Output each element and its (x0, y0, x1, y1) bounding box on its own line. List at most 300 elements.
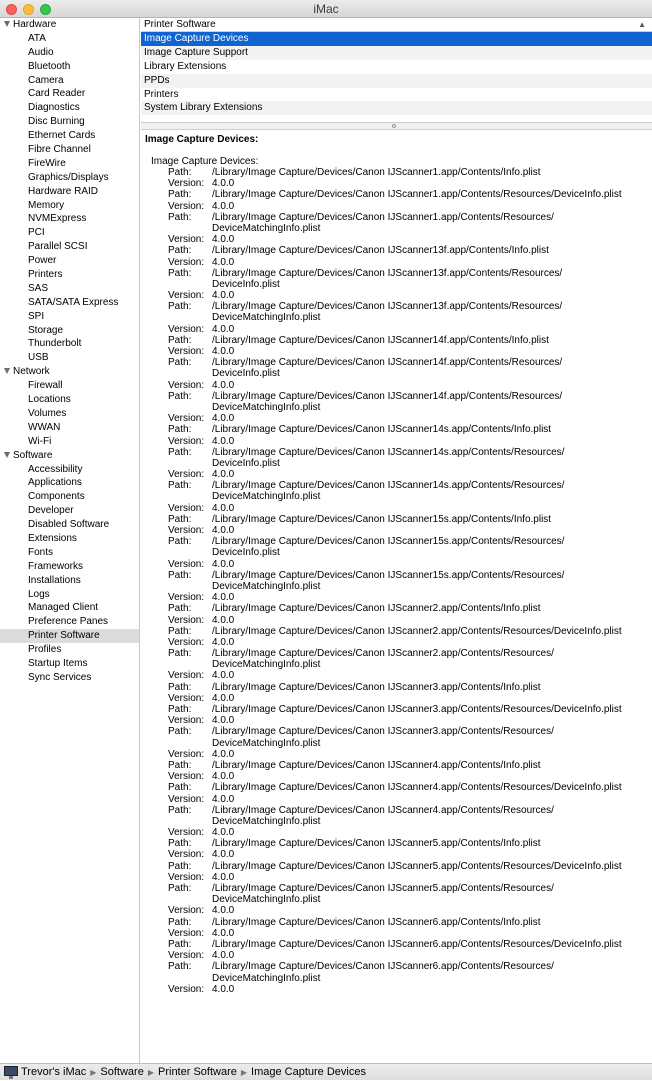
version-line (141, 928, 652, 939)
sidebar-item[interactable] (0, 546, 139, 560)
sidebar-item[interactable] (0, 185, 139, 199)
version-line (141, 525, 652, 536)
sidebar-item[interactable] (0, 129, 139, 143)
sidebar-item[interactable] (0, 601, 139, 615)
sidebar-item-label: Parallel SCSI (28, 241, 88, 253)
version-line (141, 436, 652, 447)
version-label: Version: (168, 379, 205, 391)
path-continuation-line (141, 491, 652, 502)
path-line (141, 883, 652, 894)
list-row[interactable] (141, 60, 652, 74)
path-value: DeviceMatchingInfo.plist (212, 659, 321, 671)
sidebar-item[interactable] (0, 476, 139, 490)
sidebar-item[interactable] (0, 199, 139, 213)
sidebar-group-label: Network (13, 366, 50, 378)
sidebar-item[interactable] (0, 254, 139, 268)
path-label: Path: (168, 513, 192, 525)
version-value: 4.0.0 (212, 670, 235, 682)
list-row[interactable] (141, 74, 652, 88)
list-row[interactable] (141, 101, 652, 115)
version-label: Version: (168, 469, 205, 481)
path-line (141, 861, 652, 872)
path-value: /Library/Image Capture/Devices/Canon IJScanner1.app/Contents/Info.plist (212, 167, 541, 178)
version-label: Version: (168, 849, 205, 861)
list-row-label: System Library Extensions (144, 102, 263, 114)
sidebar-item[interactable] (0, 46, 139, 60)
sidebar-group-label: Software (13, 449, 53, 461)
breadcrumb-item[interactable]: Trevor's iMac (21, 1066, 87, 1078)
path-continuation-line (141, 894, 652, 905)
sidebar-item-label: Thunderbolt (28, 338, 82, 350)
list-row-label: Image Capture Support (144, 46, 248, 58)
version-line (141, 827, 652, 838)
path-label: Path: (168, 938, 192, 950)
path-line (141, 480, 652, 491)
sidebar-item-label: Sync Services (28, 671, 92, 683)
version-line (141, 794, 652, 805)
path-value: DeviceInfo.plist (212, 368, 280, 380)
splitter-handle-icon (392, 124, 396, 128)
breadcrumb-item[interactable]: Printer Software (158, 1066, 237, 1078)
sidebar-item-label: Hardware RAID (28, 185, 99, 197)
list-row[interactable] (141, 46, 652, 60)
version-label: Version: (168, 905, 205, 917)
list-row-label: Printers (144, 88, 179, 100)
sidebar-item[interactable] (0, 435, 139, 449)
path-line (141, 189, 652, 200)
path-label: Path: (168, 267, 192, 279)
path-continuation-line (141, 659, 652, 670)
version-line (141, 749, 652, 760)
version-label: Version: (168, 558, 205, 570)
pane-splitter[interactable] (141, 122, 652, 130)
sidebar-item-label: Wi-Fi (28, 435, 52, 447)
path-label: Path: (168, 603, 192, 615)
path-line (141, 447, 652, 458)
path-line (141, 514, 652, 525)
path-line (141, 212, 652, 223)
path-label: Path: (168, 424, 192, 436)
sidebar-item[interactable] (0, 115, 139, 129)
sidebar-item-label: SAS (28, 282, 49, 294)
sidebar-item-label: FireWire (28, 157, 66, 169)
path-label: Path: (168, 334, 192, 346)
path-label: Path: (168, 961, 192, 973)
path-continuation-line (141, 223, 652, 234)
version-line (141, 950, 652, 961)
path-value: /Library/Image Capture/Devices/Canon IJScanner4.app/Contents/Info.plist (212, 759, 541, 771)
path-value: DeviceInfo.plist (212, 547, 280, 559)
version-line (141, 984, 652, 995)
sidebar-item-label: Logs (28, 588, 50, 600)
path-line (141, 961, 652, 972)
path-value: /Library/Image Capture/Devices/Canon IJScanner15s.app/Contents/Info.plist (212, 513, 552, 525)
version-line (141, 469, 652, 480)
sidebar-item-label: Memory (28, 199, 65, 211)
path-value: DeviceMatchingInfo.plist (212, 222, 321, 234)
version-label: Version: (168, 692, 205, 704)
sidebar-item[interactable] (0, 310, 139, 324)
path-label: Path: (168, 883, 192, 894)
sidebar-item-label: Extensions (28, 532, 77, 544)
version-label: Version: (168, 290, 205, 302)
sidebar (0, 18, 140, 1063)
path-line (141, 805, 652, 816)
version-value: 4.0.0 (212, 256, 235, 268)
version-label: Version: (168, 413, 205, 425)
version-label: Version: (168, 827, 205, 839)
version-line (141, 257, 652, 268)
sidebar-item[interactable] (0, 407, 139, 421)
version-label: Version: (168, 234, 205, 246)
path-value: /Library/Image Capture/Devices/Canon IJScanner3.app/Contents/Resources/DeviceInfo.plist (212, 704, 622, 715)
path-value: /Library/Image Capture/Devices/Canon IJScanner2.app/Contents/Resources/DeviceInfo.plist (212, 625, 622, 637)
sidebar-item[interactable] (0, 101, 139, 115)
sidebar-item-label: Disabled Software (28, 519, 110, 531)
path-line (141, 704, 652, 715)
path-value: /Library/Image Capture/Devices/Canon IJScanner3.app/Contents/Info.plist (212, 681, 541, 693)
path-line (141, 357, 652, 368)
path-line (141, 268, 652, 279)
path-line (141, 648, 652, 659)
sidebar-item-label: SATA/SATA Express (28, 296, 119, 308)
sort-ascending-icon: ▲ (638, 20, 646, 29)
path-value: /Library/Image Capture/Devices/Canon IJScanner1.app/Contents/Resources/ (212, 211, 554, 223)
version-label: Version: (168, 200, 205, 212)
sidebar-item-label: Printers (28, 269, 63, 281)
path-value: DeviceMatchingInfo.plist (212, 580, 321, 592)
sidebar-item-label: Developer (28, 505, 74, 517)
version-value: 4.0.0 (212, 290, 235, 302)
version-value: 4.0.0 (212, 983, 235, 995)
version-label: Version: (168, 502, 205, 514)
sidebar-item[interactable] (0, 324, 139, 338)
version-value: 4.0.0 (212, 379, 235, 391)
path-label: Path: (168, 759, 192, 771)
version-line (141, 693, 652, 704)
version-label: Version: (168, 256, 205, 268)
breadcrumb-item[interactable]: Image Capture Devices (251, 1066, 366, 1078)
version-label: Version: (168, 323, 205, 335)
path-value: /Library/Image Capture/Devices/Canon IJScanner6.app/Contents/Info.plist (212, 916, 541, 928)
path-line (141, 939, 652, 950)
path-line (141, 570, 652, 581)
version-value: 4.0.0 (212, 636, 235, 648)
version-value: 4.0.0 (212, 234, 235, 246)
breadcrumb-separator-icon: ▶ (90, 1068, 97, 1077)
sidebar-item[interactable] (0, 560, 139, 574)
path-label: Path: (168, 625, 192, 637)
sidebar-group-hardware[interactable] (0, 18, 139, 32)
sidebar-group-network[interactable] (0, 365, 139, 379)
list-row-label: Library Extensions (144, 60, 227, 72)
path-label: Path: (168, 838, 192, 850)
path-line (141, 603, 652, 614)
sidebar-item-label: Printer Software (28, 630, 100, 642)
path-line (141, 536, 652, 547)
window-title: iMac (313, 2, 339, 16)
version-value: 4.0.0 (212, 950, 235, 962)
version-label: Version: (168, 435, 205, 447)
sidebar-item[interactable] (0, 463, 139, 477)
version-value: 4.0.0 (212, 905, 235, 917)
list-row[interactable] (141, 32, 652, 46)
version-value: 4.0.0 (212, 469, 235, 481)
version-line (141, 872, 652, 883)
path-value: DeviceMatchingInfo.plist (212, 401, 321, 413)
sidebar-item-label: NVMExpress (28, 213, 87, 225)
sidebar-item-label: Fonts (28, 546, 54, 558)
version-value: 4.0.0 (212, 692, 235, 704)
path-value: /Library/Image Capture/Devices/Canon IJScanner5.app/Contents/Resources/ (212, 883, 554, 894)
sidebar-item[interactable] (0, 588, 139, 602)
version-value: 4.0.0 (212, 614, 235, 626)
path-value: /Library/Image Capture/Devices/Canon IJScanner14s.app/Contents/Resources/ (212, 446, 565, 458)
sidebar-item[interactable] (0, 421, 139, 435)
sidebar-item[interactable] (0, 268, 139, 282)
detail-entries (141, 167, 652, 995)
sidebar-item[interactable] (0, 87, 139, 101)
path-line (141, 245, 652, 256)
path-line (141, 626, 652, 637)
version-value: 4.0.0 (212, 827, 235, 839)
version-label: Version: (168, 927, 205, 939)
version-label: Version: (168, 592, 205, 604)
path-continuation-line (141, 738, 652, 749)
sidebar-item[interactable] (0, 226, 139, 240)
sidebar-item-label: Diagnostics (28, 102, 80, 114)
path-label: Path: (168, 704, 192, 715)
path-label: Path: (168, 211, 192, 223)
sidebar-item[interactable] (0, 393, 139, 407)
path-value: /Library/Image Capture/Devices/Canon IJScanner6.app/Contents/Resources/ (212, 961, 554, 973)
version-line (141, 637, 652, 648)
path-continuation-line (141, 973, 652, 984)
path-label: Path: (168, 860, 192, 872)
path-value: /Library/Image Capture/Devices/Canon IJScanner1.app/Contents/Resources/DeviceInfo.plist (212, 189, 622, 201)
sidebar-item[interactable] (0, 379, 139, 393)
version-line (141, 559, 652, 570)
path-value: /Library/Image Capture/Devices/Canon IJScanner13f.app/Contents/Resources/ (212, 267, 563, 279)
path-label: Path: (168, 726, 192, 738)
sidebar-item-label: USB (28, 352, 49, 364)
path-label: Path: (168, 301, 192, 313)
sidebar-item[interactable] (0, 504, 139, 518)
version-value: 4.0.0 (212, 793, 235, 805)
disclosure-triangle-icon[interactable] (4, 21, 10, 27)
path-value: /Library/Image Capture/Devices/Canon IJScanner14s.app/Contents/Resources/ (212, 480, 565, 492)
version-line (141, 201, 652, 212)
sidebar-item[interactable] (0, 490, 139, 504)
sidebar-item[interactable] (0, 337, 139, 351)
path-line (141, 335, 652, 346)
sidebar-item[interactable] (0, 629, 139, 643)
path-label: Path: (168, 681, 192, 693)
path-label: Path: (168, 189, 192, 201)
version-label: Version: (168, 614, 205, 626)
version-label: Version: (168, 771, 205, 783)
version-value: 4.0.0 (212, 178, 235, 190)
list-row-label: PPDs (144, 74, 170, 86)
sidebar-item-label: Managed Client (28, 602, 99, 614)
path-label: Path: (168, 446, 192, 458)
path-continuation-line (141, 458, 652, 469)
version-line (141, 592, 652, 603)
path-continuation-line (141, 547, 652, 558)
sidebar-item-label: Graphics/Displays (28, 171, 109, 183)
breadcrumb-item[interactable]: Software (100, 1066, 144, 1078)
version-label: Version: (168, 950, 205, 962)
path-value: /Library/Image Capture/Devices/Canon IJScanner2.app/Contents/Info.plist (212, 603, 541, 615)
version-label: Version: (168, 670, 205, 682)
list-column-header[interactable] (141, 18, 652, 32)
sidebar-item-label: Components (28, 491, 85, 503)
detail-title: Image Capture Devices: (145, 134, 259, 145)
sidebar-item-label: Applications (28, 477, 82, 489)
version-label: Version: (168, 178, 205, 190)
sidebar-group-software[interactable] (0, 449, 139, 463)
sidebar-item[interactable] (0, 240, 139, 254)
sidebar-item[interactable] (0, 518, 139, 532)
path-line (141, 682, 652, 693)
version-label: Version: (168, 748, 205, 760)
path-line (141, 760, 652, 771)
version-value: 4.0.0 (212, 849, 235, 861)
sidebar-item[interactable] (0, 212, 139, 226)
sidebar-item-label: Fibre Channel (28, 144, 91, 156)
path-value: DeviceInfo.plist (212, 278, 280, 290)
version-line (141, 849, 652, 860)
version-value: 4.0.0 (212, 502, 235, 514)
sidebar-item-label: Audio (28, 46, 54, 58)
sidebar-item[interactable] (0, 296, 139, 310)
path-value: /Library/Image Capture/Devices/Canon IJScanner14s.app/Contents/Info.plist (212, 424, 552, 436)
sidebar-item[interactable] (0, 60, 139, 74)
version-line (141, 670, 652, 681)
breadcrumb-separator-icon: ▶ (147, 1068, 154, 1077)
path-value: DeviceMatchingInfo.plist (212, 491, 321, 503)
sidebar-item[interactable] (0, 171, 139, 185)
version-label: Version: (168, 715, 205, 727)
version-label: Version: (168, 636, 205, 648)
sidebar-item[interactable] (0, 143, 139, 157)
version-value: 4.0.0 (212, 323, 235, 335)
path-line (141, 424, 652, 435)
path-line (141, 391, 652, 402)
path-continuation-line (141, 581, 652, 592)
version-value: 4.0.0 (212, 413, 235, 425)
path-label: Path: (168, 916, 192, 928)
detail-pane (141, 130, 652, 1063)
sidebar-item[interactable] (0, 351, 139, 365)
path-value: /Library/Image Capture/Devices/Canon IJScanner13f.app/Contents/Resources/ (212, 301, 563, 313)
path-continuation-line (141, 368, 652, 379)
version-line (141, 413, 652, 424)
path-label: Path: (168, 804, 192, 816)
path-value: DeviceMatchingInfo.plist (212, 815, 321, 827)
sidebar-item-label: Storage (28, 324, 64, 336)
sidebar-item[interactable] (0, 157, 139, 171)
sidebar-item[interactable] (0, 282, 139, 296)
sidebar-group-label: Hardware (13, 19, 57, 30)
path-value: /Library/Image Capture/Devices/Canon IJScanner14f.app/Contents/Resources/ (212, 390, 563, 402)
version-value: 4.0.0 (212, 558, 235, 570)
sidebar-item-label: Startup Items (28, 657, 88, 669)
version-value: 4.0.0 (212, 200, 235, 212)
version-label: Version: (168, 346, 205, 357)
sidebar-item-label: Accessibility (28, 463, 83, 475)
sidebar-item-label: ATA (28, 32, 46, 44)
version-value: 4.0.0 (212, 771, 235, 783)
path-value: /Library/Image Capture/Devices/Canon IJScanner2.app/Contents/Resources/ (212, 648, 554, 660)
version-value: 4.0.0 (212, 715, 235, 727)
version-value: 4.0.0 (212, 748, 235, 760)
version-label: Version: (168, 983, 205, 995)
detail-subheading: Image Capture Devices: (151, 156, 259, 167)
sidebar-item[interactable] (0, 615, 139, 629)
path-continuation-line (141, 402, 652, 413)
sidebar-item-label: Ethernet Cards (28, 130, 96, 142)
sidebar-item[interactable] (0, 671, 139, 685)
version-value: 4.0.0 (212, 927, 235, 939)
path-continuation-line (141, 312, 652, 323)
status-bar (0, 1063, 652, 1080)
path-line (141, 917, 652, 928)
version-line (141, 324, 652, 335)
path-value: /Library/Image Capture/Devices/Canon IJScanner4.app/Contents/Resources/ (212, 804, 554, 816)
path-label: Path: (168, 390, 192, 402)
path-label: Path: (168, 782, 192, 794)
path-value: /Library/Image Capture/Devices/Canon IJScanner6.app/Contents/Resources/DeviceInfo.plist (212, 938, 622, 950)
sidebar-item[interactable] (0, 532, 139, 546)
path-label: Path: (168, 357, 192, 369)
sidebar-item-label: WWAN (28, 421, 61, 433)
path-value: DeviceMatchingInfo.plist (212, 312, 321, 324)
path-label: Path: (168, 167, 192, 178)
path-value: DeviceMatchingInfo.plist (212, 737, 321, 749)
version-value: 4.0.0 (212, 525, 235, 536)
sidebar-item[interactable] (0, 657, 139, 671)
sidebar-item[interactable] (0, 574, 139, 588)
sidebar-item-label: Preference Panes (28, 616, 109, 628)
list-row[interactable] (141, 88, 652, 102)
version-value: 4.0.0 (212, 435, 235, 447)
sidebar-item-label: Disc Burning (28, 116, 85, 128)
path-value: /Library/Image Capture/Devices/Canon IJScanner4.app/Contents/Resources/DeviceInfo.plist (212, 782, 622, 794)
path-value: /Library/Image Capture/Devices/Canon IJScanner5.app/Contents/Resources/DeviceInfo.plist (212, 860, 622, 872)
sidebar-item-label: Card Reader (28, 88, 86, 100)
sidebar-item-label: Camera (28, 74, 64, 86)
sidebar-item-label: Installations (28, 574, 81, 586)
disclosure-triangle-icon[interactable] (4, 452, 10, 458)
path-value: DeviceMatchingInfo.plist (212, 894, 321, 906)
path-value: /Library/Image Capture/Devices/Canon IJScanner15s.app/Contents/Resources/ (212, 569, 565, 581)
sidebar-item[interactable] (0, 32, 139, 46)
path-label: Path: (168, 536, 192, 548)
path-line (141, 726, 652, 737)
path-value: /Library/Image Capture/Devices/Canon IJScanner14f.app/Contents/Resources/ (212, 357, 563, 369)
path-value: /Library/Image Capture/Devices/Canon IJScanner13f.app/Contents/Info.plist (212, 245, 549, 257)
version-value: 4.0.0 (212, 871, 235, 883)
path-label: Path: (168, 648, 192, 660)
sidebar-item[interactable] (0, 74, 139, 88)
breadcrumb (21, 1064, 366, 1081)
version-line (141, 178, 652, 189)
path-line (141, 301, 652, 312)
disclosure-triangle-icon[interactable] (4, 368, 10, 374)
imac-icon (4, 1066, 18, 1076)
sidebar-item[interactable] (0, 643, 139, 657)
